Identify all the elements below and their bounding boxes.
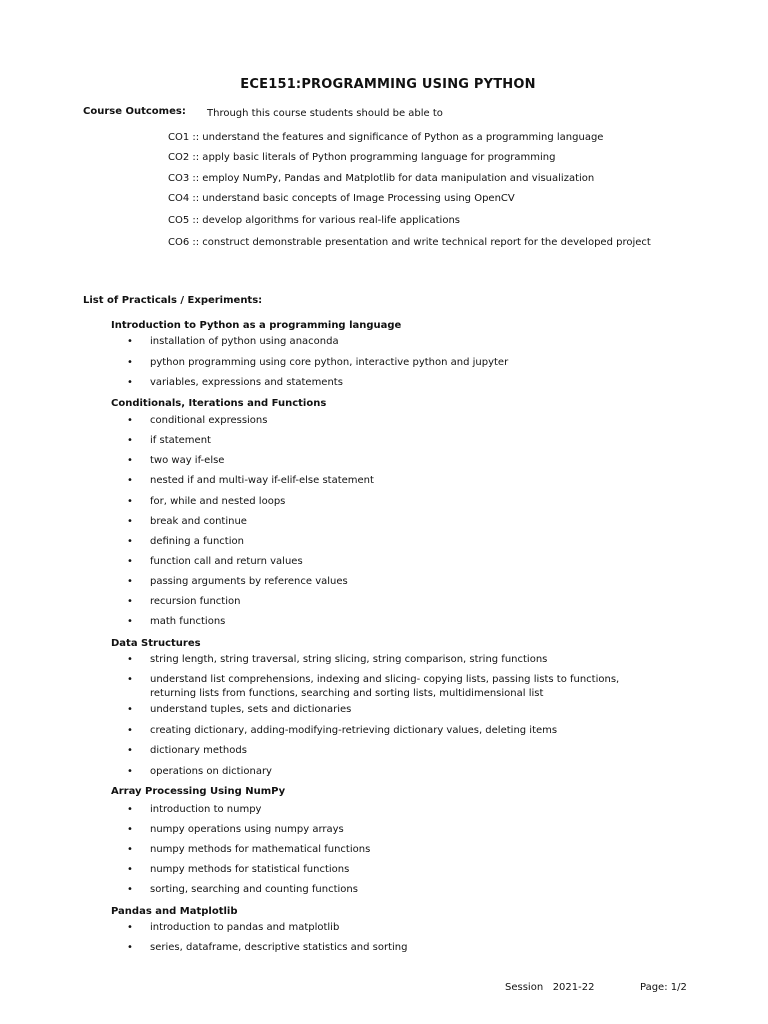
list-item: understand list comprehensions, indexing and slicing- copying lists, passing lists to functions, (150, 674, 620, 685)
bullet: • (127, 884, 133, 895)
bullet: • (127, 616, 133, 627)
bullet: • (127, 357, 133, 368)
bullet: • (127, 556, 133, 567)
section-title: Array Processing Using NumPy (111, 786, 286, 797)
bullet: • (127, 596, 133, 607)
bullet: • (127, 824, 133, 835)
course-outcome-item: CO5 :: develop algorithms for various real-life applications (168, 215, 461, 226)
list-item: variables, expressions and statements (150, 377, 343, 388)
list-item: recursion function (150, 596, 241, 607)
bullet: • (127, 804, 133, 815)
list-item: operations on dictionary (150, 766, 272, 777)
list-item: passing arguments by reference values (150, 576, 348, 587)
bullet: • (127, 922, 133, 933)
bullet: • (127, 864, 133, 875)
list-item: if statement (150, 435, 211, 446)
list-item: installation of python using anaconda (150, 336, 339, 347)
list-item: math functions (150, 616, 226, 627)
bullet: • (127, 704, 133, 715)
list-item: dictionary methods (150, 745, 247, 756)
list-item: conditional expressions (150, 415, 268, 426)
course-outcomes-label: Course Outcomes: (83, 106, 186, 117)
bullet: • (127, 415, 133, 426)
course-outcomes-intro: Through this course students should be able to (207, 108, 443, 119)
list-item: string length, string traversal, string slicing, string comparison, string functions (150, 654, 548, 665)
list-item: creating dictionary, adding-modifying-retrieving dictionary values, deleting items (150, 725, 558, 736)
bullet: • (127, 844, 133, 855)
bullet: • (127, 475, 133, 486)
course-outcome-item: CO2 :: apply basic literals of Python programming language for programming (168, 152, 556, 163)
list-item: introduction to pandas and matplotlib (150, 922, 340, 933)
section-title: Data Structures (111, 638, 201, 649)
bullet: • (127, 654, 133, 665)
section-title: Pandas and Matplotlib (111, 906, 238, 917)
course-outcome-item: CO1 :: understand the features and significance of Python as a programming language (168, 132, 604, 143)
list-item: understand tuples, sets and dictionaries (150, 704, 352, 715)
list-item: nested if and multi-way if-elif-else statement (150, 475, 374, 486)
bullet: • (127, 725, 133, 736)
bullet: • (127, 674, 133, 685)
bullet: • (127, 496, 133, 507)
list-item: defining a function (150, 536, 244, 547)
bullet: • (127, 766, 133, 777)
bullet: • (127, 455, 133, 466)
list-item: introduction to numpy (150, 804, 262, 815)
section-title: Introduction to Python as a programming language (111, 320, 402, 331)
footer-page-number: Page: 1/2 (640, 982, 687, 993)
list-item: two way if-else (150, 455, 225, 466)
list-item: function call and return values (150, 556, 303, 567)
footer-session: Session 2021-22 (505, 982, 595, 993)
list-item-continuation: returning lists from functions, searching and sorting lists, multidimensional list (150, 688, 544, 699)
bullet: • (127, 536, 133, 547)
list-item: for, while and nested loops (150, 496, 286, 507)
list-item: numpy operations using numpy arrays (150, 824, 344, 835)
bullet: • (127, 377, 133, 388)
list-item: python programming using core python, interactive python and jupyter (150, 357, 509, 368)
section-title: Conditionals, Iterations and Functions (111, 398, 327, 409)
course-outcome-item: CO4 :: understand basic concepts of Image Processing using OpenCV (168, 193, 515, 204)
bullet: • (127, 576, 133, 587)
bullet: • (127, 942, 133, 953)
bullet: • (127, 336, 133, 347)
bullet: • (127, 435, 133, 446)
list-item: break and continue (150, 516, 247, 527)
practicals-heading: List of Practicals / Experiments: (83, 295, 263, 306)
list-item: numpy methods for mathematical functions (150, 844, 371, 855)
course-outcome-item: CO6 :: construct demonstrable presentation and write technical report for the developed project (168, 237, 651, 248)
bullet: • (127, 745, 133, 756)
course-outcome-item: CO3 :: employ NumPy, Pandas and Matplotlib for data manipulation and visualization (168, 173, 595, 184)
list-item: series, dataframe, descriptive statistics and sorting (150, 942, 408, 953)
bullet: • (127, 516, 133, 527)
list-item: sorting, searching and counting functions (150, 884, 358, 895)
list-item: numpy methods for statistical functions (150, 864, 350, 875)
page-title: ECE151:PROGRAMMING USING PYTHON (240, 77, 536, 92)
